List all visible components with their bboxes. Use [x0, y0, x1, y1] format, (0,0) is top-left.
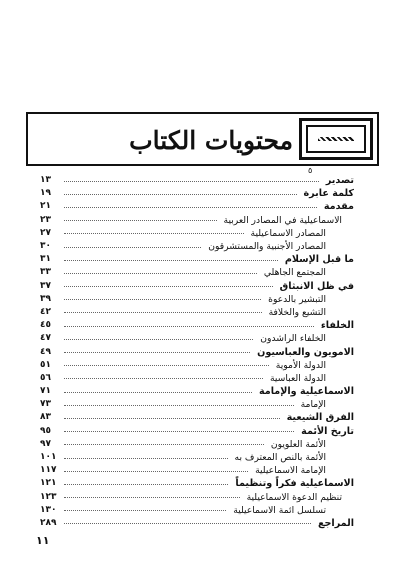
toc-entry-page: ٢١: [40, 201, 51, 212]
toc-entry-page: ١٣: [40, 175, 51, 186]
dot-leader: [64, 325, 314, 327]
toc-entry-page: ٣٣: [40, 267, 51, 278]
toc-entry-title: التبشير بالدعوة: [268, 293, 326, 305]
toc-entry[interactable]: [40, 214, 354, 227]
toc-entry[interactable]: [40, 464, 354, 477]
toc-entry[interactable]: [40, 240, 354, 253]
toc-entry-page: ١٠١: [40, 452, 57, 463]
dot-leader: [64, 496, 240, 498]
dot-leader: [64, 509, 226, 511]
toc-entry-page: ٣٩: [40, 293, 51, 304]
toc-entry-page: ٢٣: [40, 214, 51, 225]
toc-entry-page: ٤٧: [40, 333, 51, 344]
dot-leader: [64, 351, 250, 353]
toc-entry[interactable]: [40, 227, 354, 240]
table-of-contents: [40, 174, 354, 530]
dot-leader: [64, 404, 294, 406]
toc-entry[interactable]: [40, 504, 354, 517]
toc-entry-title: الدولة العباسية: [269, 372, 326, 384]
dot-leader: [64, 219, 217, 221]
ornament-icon: [299, 118, 373, 160]
dot-leader: [64, 364, 269, 366]
dot-leader: [64, 470, 248, 472]
dot-leader: [64, 180, 319, 182]
toc-entry-page: ٩٧: [40, 438, 51, 449]
toc-entry-title: الإمامة الاسماعيلية: [255, 465, 326, 477]
toc-entry[interactable]: [40, 200, 354, 213]
dot-leader: [64, 298, 261, 300]
dot-leader: [64, 430, 294, 432]
toc-entry-page: ٤٩: [40, 346, 51, 357]
toc-entry-title: كلمة عابرة: [303, 188, 354, 200]
page-title: محتويات الكتاب: [129, 125, 293, 155]
toc-entry-page: ٥٦: [40, 372, 51, 383]
dot-leader: [64, 443, 264, 445]
dot-leader: [64, 285, 273, 287]
dot-leader: [64, 483, 228, 485]
toc-entry-title: الأئمة العلويون: [270, 438, 326, 450]
toc-entry[interactable]: [40, 359, 354, 372]
toc-entry-title: الاسماعيلية والإمامة: [258, 386, 354, 398]
dot-leader: [64, 193, 297, 195]
toc-entry[interactable]: [40, 477, 354, 490]
toc-entry-title: مقدمة: [323, 201, 354, 213]
toc-entry-page: ٧١: [40, 386, 51, 397]
dot-leader: [64, 391, 252, 393]
toc-entry-title: تسلسل ائمة الاسماعيلية: [233, 504, 326, 516]
toc-entry-page: ١٩: [40, 188, 51, 199]
toc-entry-page: ٩٥: [40, 425, 51, 436]
toc-entry-title: تاريخ الأئمة: [301, 425, 354, 437]
toc-entry[interactable]: [40, 319, 354, 332]
toc-entry-page: ٢٨٩: [40, 517, 57, 528]
toc-entry-title: تصدير: [325, 175, 354, 187]
dot-leader: [64, 232, 244, 234]
toc-entry[interactable]: [40, 306, 354, 319]
toc-entry-page: ١٢٣: [40, 491, 57, 502]
toc-entry-title: ما قبل الإسلام: [284, 254, 354, 266]
toc-entry[interactable]: [40, 438, 354, 451]
toc-entry[interactable]: [40, 398, 354, 411]
dot-leader: [64, 311, 262, 313]
dot-leader: [64, 522, 311, 524]
toc-entry[interactable]: [40, 174, 354, 187]
toc-entry[interactable]: [40, 517, 354, 530]
toc-entry-title: المراجع: [317, 517, 354, 529]
toc-entry-page: ٧٣: [40, 399, 51, 410]
toc-entry-page: ٢٧: [40, 227, 51, 238]
toc-entry-title: في ظل الانبثاق: [279, 280, 354, 292]
toc-header-frame: [26, 112, 379, 166]
toc-entry-page: ٣١: [40, 254, 51, 265]
dot-leader: [64, 206, 317, 208]
toc-entry-title: التشيع والخلافة: [268, 306, 326, 318]
toc-entry-page: ٤٢: [40, 306, 51, 317]
toc-entry-page: ١١٧: [40, 465, 57, 476]
toc-entry[interactable]: [40, 491, 354, 504]
toc-entry-page: ٣٧: [40, 280, 51, 291]
toc-entry-title: الخلفاء الراشدون: [260, 333, 326, 345]
toc-entry[interactable]: [40, 266, 354, 279]
toc-entry-title: المصادر الأجنبية والمستشرقون: [208, 241, 326, 253]
toc-entry[interactable]: [40, 332, 354, 345]
toc-entry[interactable]: [40, 345, 354, 358]
toc-entry-page: ١٢١: [40, 478, 57, 489]
dot-leader: [64, 377, 263, 379]
toc-entry-page: ٣٠: [40, 241, 51, 252]
dot-leader: [64, 272, 257, 274]
toc-entry[interactable]: [40, 253, 354, 266]
dot-leader: [64, 457, 228, 459]
toc-entry[interactable]: [40, 385, 354, 398]
dot-leader: [64, 338, 253, 340]
toc-entry-title: الإمامة: [300, 399, 326, 411]
toc-entry[interactable]: [40, 280, 354, 293]
toc-entry-title: الامويون والعباسيون: [257, 346, 354, 358]
toc-entry-page: ٨٣: [40, 412, 51, 423]
toc-entry[interactable]: [40, 372, 354, 385]
toc-entry-title: الاسماعيلية في المصادر العربية: [223, 214, 342, 226]
toc-entry-page: ٥١: [40, 359, 51, 370]
toc-entry-title: الأئمة بالنص المعترف به: [234, 452, 326, 464]
toc-entry-title: الاسماعيلية فكراً وتنظيماً: [235, 478, 354, 490]
toc-entry-title: الفرق الشيعية: [286, 412, 354, 424]
toc-entry-title: الخلفاء: [320, 320, 354, 332]
toc-entry-title: المجتمع الجاهلي: [263, 267, 326, 279]
toc-entry[interactable]: [40, 187, 354, 200]
toc-entry[interactable]: [40, 425, 354, 438]
toc-entry-page: ١٣٠: [40, 504, 57, 515]
toc-entry-title: المصادر الاسماعيلية: [250, 227, 326, 239]
toc-entry[interactable]: [40, 293, 354, 306]
toc-entry[interactable]: [40, 411, 354, 424]
toc-entry[interactable]: [40, 451, 354, 464]
toc-entry-title: تنظيم الدعوة الاسماعيلية: [246, 491, 342, 503]
dot-leader: [64, 246, 201, 248]
toc-entry-title: الدولة الأموية: [275, 359, 326, 371]
toc-entry-page: ٤٥: [40, 320, 51, 331]
dot-leader: [64, 259, 278, 261]
page-mark: ٥: [308, 166, 313, 175]
page-number: ١١: [36, 534, 50, 547]
dot-leader: [64, 417, 280, 419]
